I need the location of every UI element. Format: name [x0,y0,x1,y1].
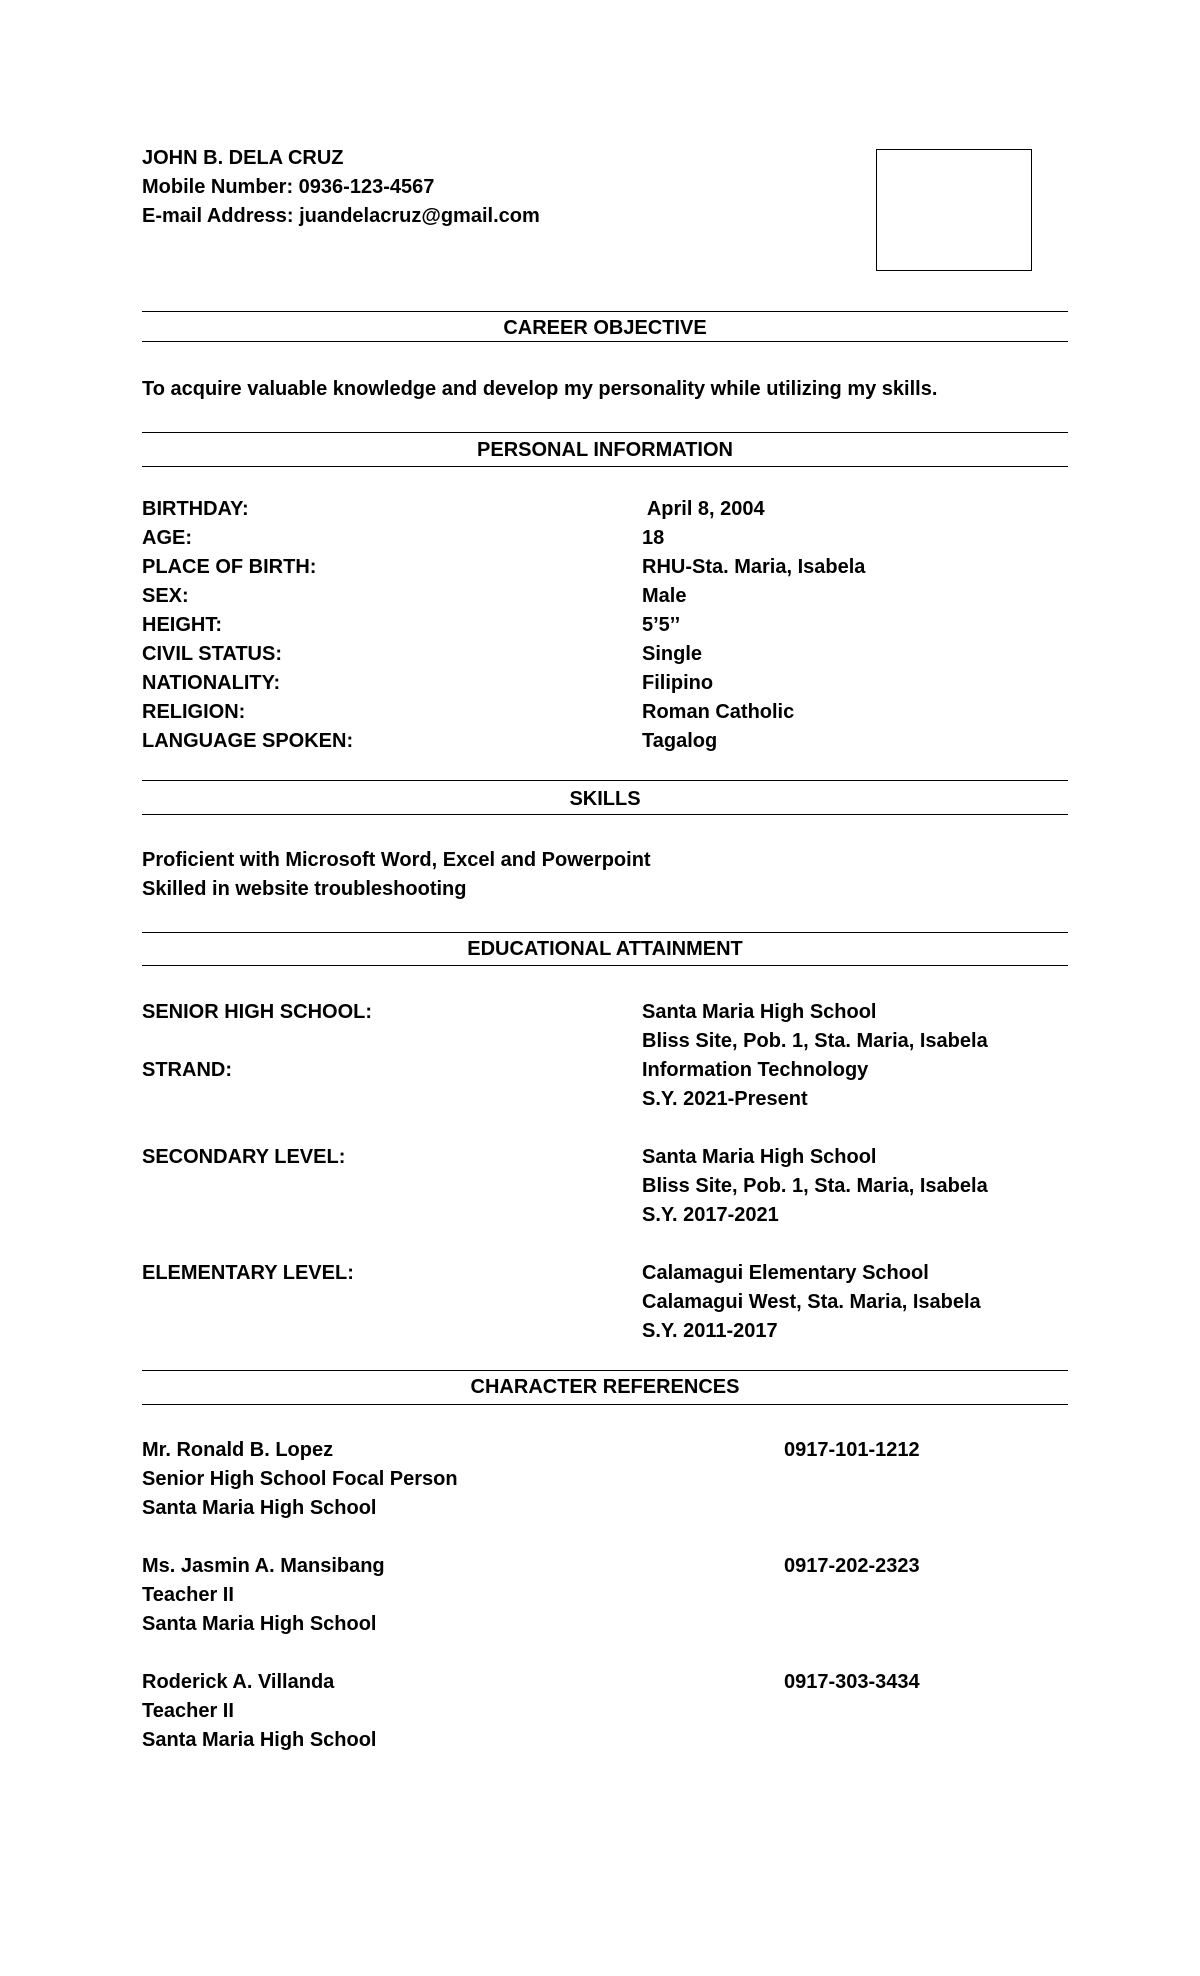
personal-info-label: LANGUAGE SPOKEN: [142,730,354,752]
reference-name: Roderick A. Villanda [142,1671,335,1693]
reference-school: Santa Maria High School [142,1613,377,1635]
divider [142,341,1068,342]
divider [142,780,1068,781]
personal-info-value: 5’5’’ [642,614,681,636]
school-address: Bliss Site, Pob. 1, Sta. Maria, Isabela [642,1030,988,1052]
personal-info-label: CIVIL STATUS: [142,643,282,665]
skill-item: Proficient with Microsoft Word, Excel and Powerpoint [142,849,651,871]
strand-value: Information Technology [642,1059,869,1081]
personal-info-value: April 8, 2004 [642,498,765,520]
career-objective-text: To acquire valuable knowledge and develop my personality while utilizing my skills. [142,378,938,400]
reference-position: Teacher II [142,1584,234,1606]
personal-info-value: Male [642,585,687,607]
divider [142,432,1068,433]
education-level-label: SECONDARY LEVEL: [142,1146,346,1168]
personal-info-label: PLACE OF BIRTH: [142,556,317,578]
applicant-name: JOHN B. DELA CRUZ [142,147,344,169]
section-title-educational-attainment: EDUCATIONAL ATTAINMENT [467,938,743,960]
reference-school: Santa Maria High School [142,1497,377,1519]
personal-info-label: HEIGHT: [142,614,222,636]
personal-info-label: BIRTHDAY: [142,498,249,520]
school-year: S.Y. 2021-Present [642,1088,808,1110]
section-title-career-objective: CAREER OBJECTIVE [503,317,707,339]
divider [142,932,1068,933]
reference-school: Santa Maria High School [142,1729,377,1751]
personal-info-label: RELIGION: [142,701,246,723]
reference-name: Mr. Ronald B. Lopez [142,1439,334,1461]
personal-info-value: Roman Catholic [642,701,795,723]
strand-label: STRAND: [142,1059,232,1081]
photo-placeholder [876,149,1032,271]
personal-info-label: SEX: [142,585,189,607]
section-title-skills: SKILLS [569,788,641,810]
divider [142,965,1068,966]
divider [142,814,1068,815]
divider [142,466,1068,467]
reference-phone: 0917-101-1212 [784,1439,920,1461]
divider [142,311,1068,312]
school-address: Bliss Site, Pob. 1, Sta. Maria, Isabela [642,1175,988,1197]
education-level-label: SENIOR HIGH SCHOOL: [142,1001,373,1023]
divider [142,1370,1068,1371]
skill-item: Skilled in website troubleshooting [142,878,467,900]
personal-info-value: Tagalog [642,730,718,752]
personal-info-label: AGE: [142,527,192,549]
section-title-character-references: CHARACTER REFERENCES [470,1376,740,1398]
personal-info-label: NATIONALITY: [142,672,281,694]
reference-name: Ms. Jasmin A. Mansibang [142,1555,385,1577]
school-address: Calamagui West, Sta. Maria, Isabela [642,1291,981,1313]
school-name: Santa Maria High School [642,1146,877,1168]
mobile-number: Mobile Number: 0936-123-4567 [142,176,435,198]
school-name: Santa Maria High School [642,1001,877,1023]
section-title-personal-information: PERSONAL INFORMATION [477,439,733,461]
school-year: S.Y. 2017-2021 [642,1204,779,1226]
personal-info-value: Filipino [642,672,714,694]
personal-info-value: Single [642,643,703,665]
divider [142,1404,1068,1405]
reference-position: Teacher II [142,1700,234,1722]
email-address: E-mail Address: juandelacruz@gmail.com [142,205,540,227]
personal-info-value: RHU-Sta. Maria, Isabela [642,556,866,578]
reference-position: Senior High School Focal Person [142,1468,458,1490]
school-name: Calamagui Elementary School [642,1262,929,1284]
reference-phone: 0917-303-3434 [784,1671,920,1693]
reference-phone: 0917-202-2323 [784,1555,920,1577]
personal-info-value: 18 [642,527,665,549]
school-year: S.Y. 2011-2017 [642,1320,778,1342]
education-level-label: ELEMENTARY LEVEL: [142,1262,354,1284]
